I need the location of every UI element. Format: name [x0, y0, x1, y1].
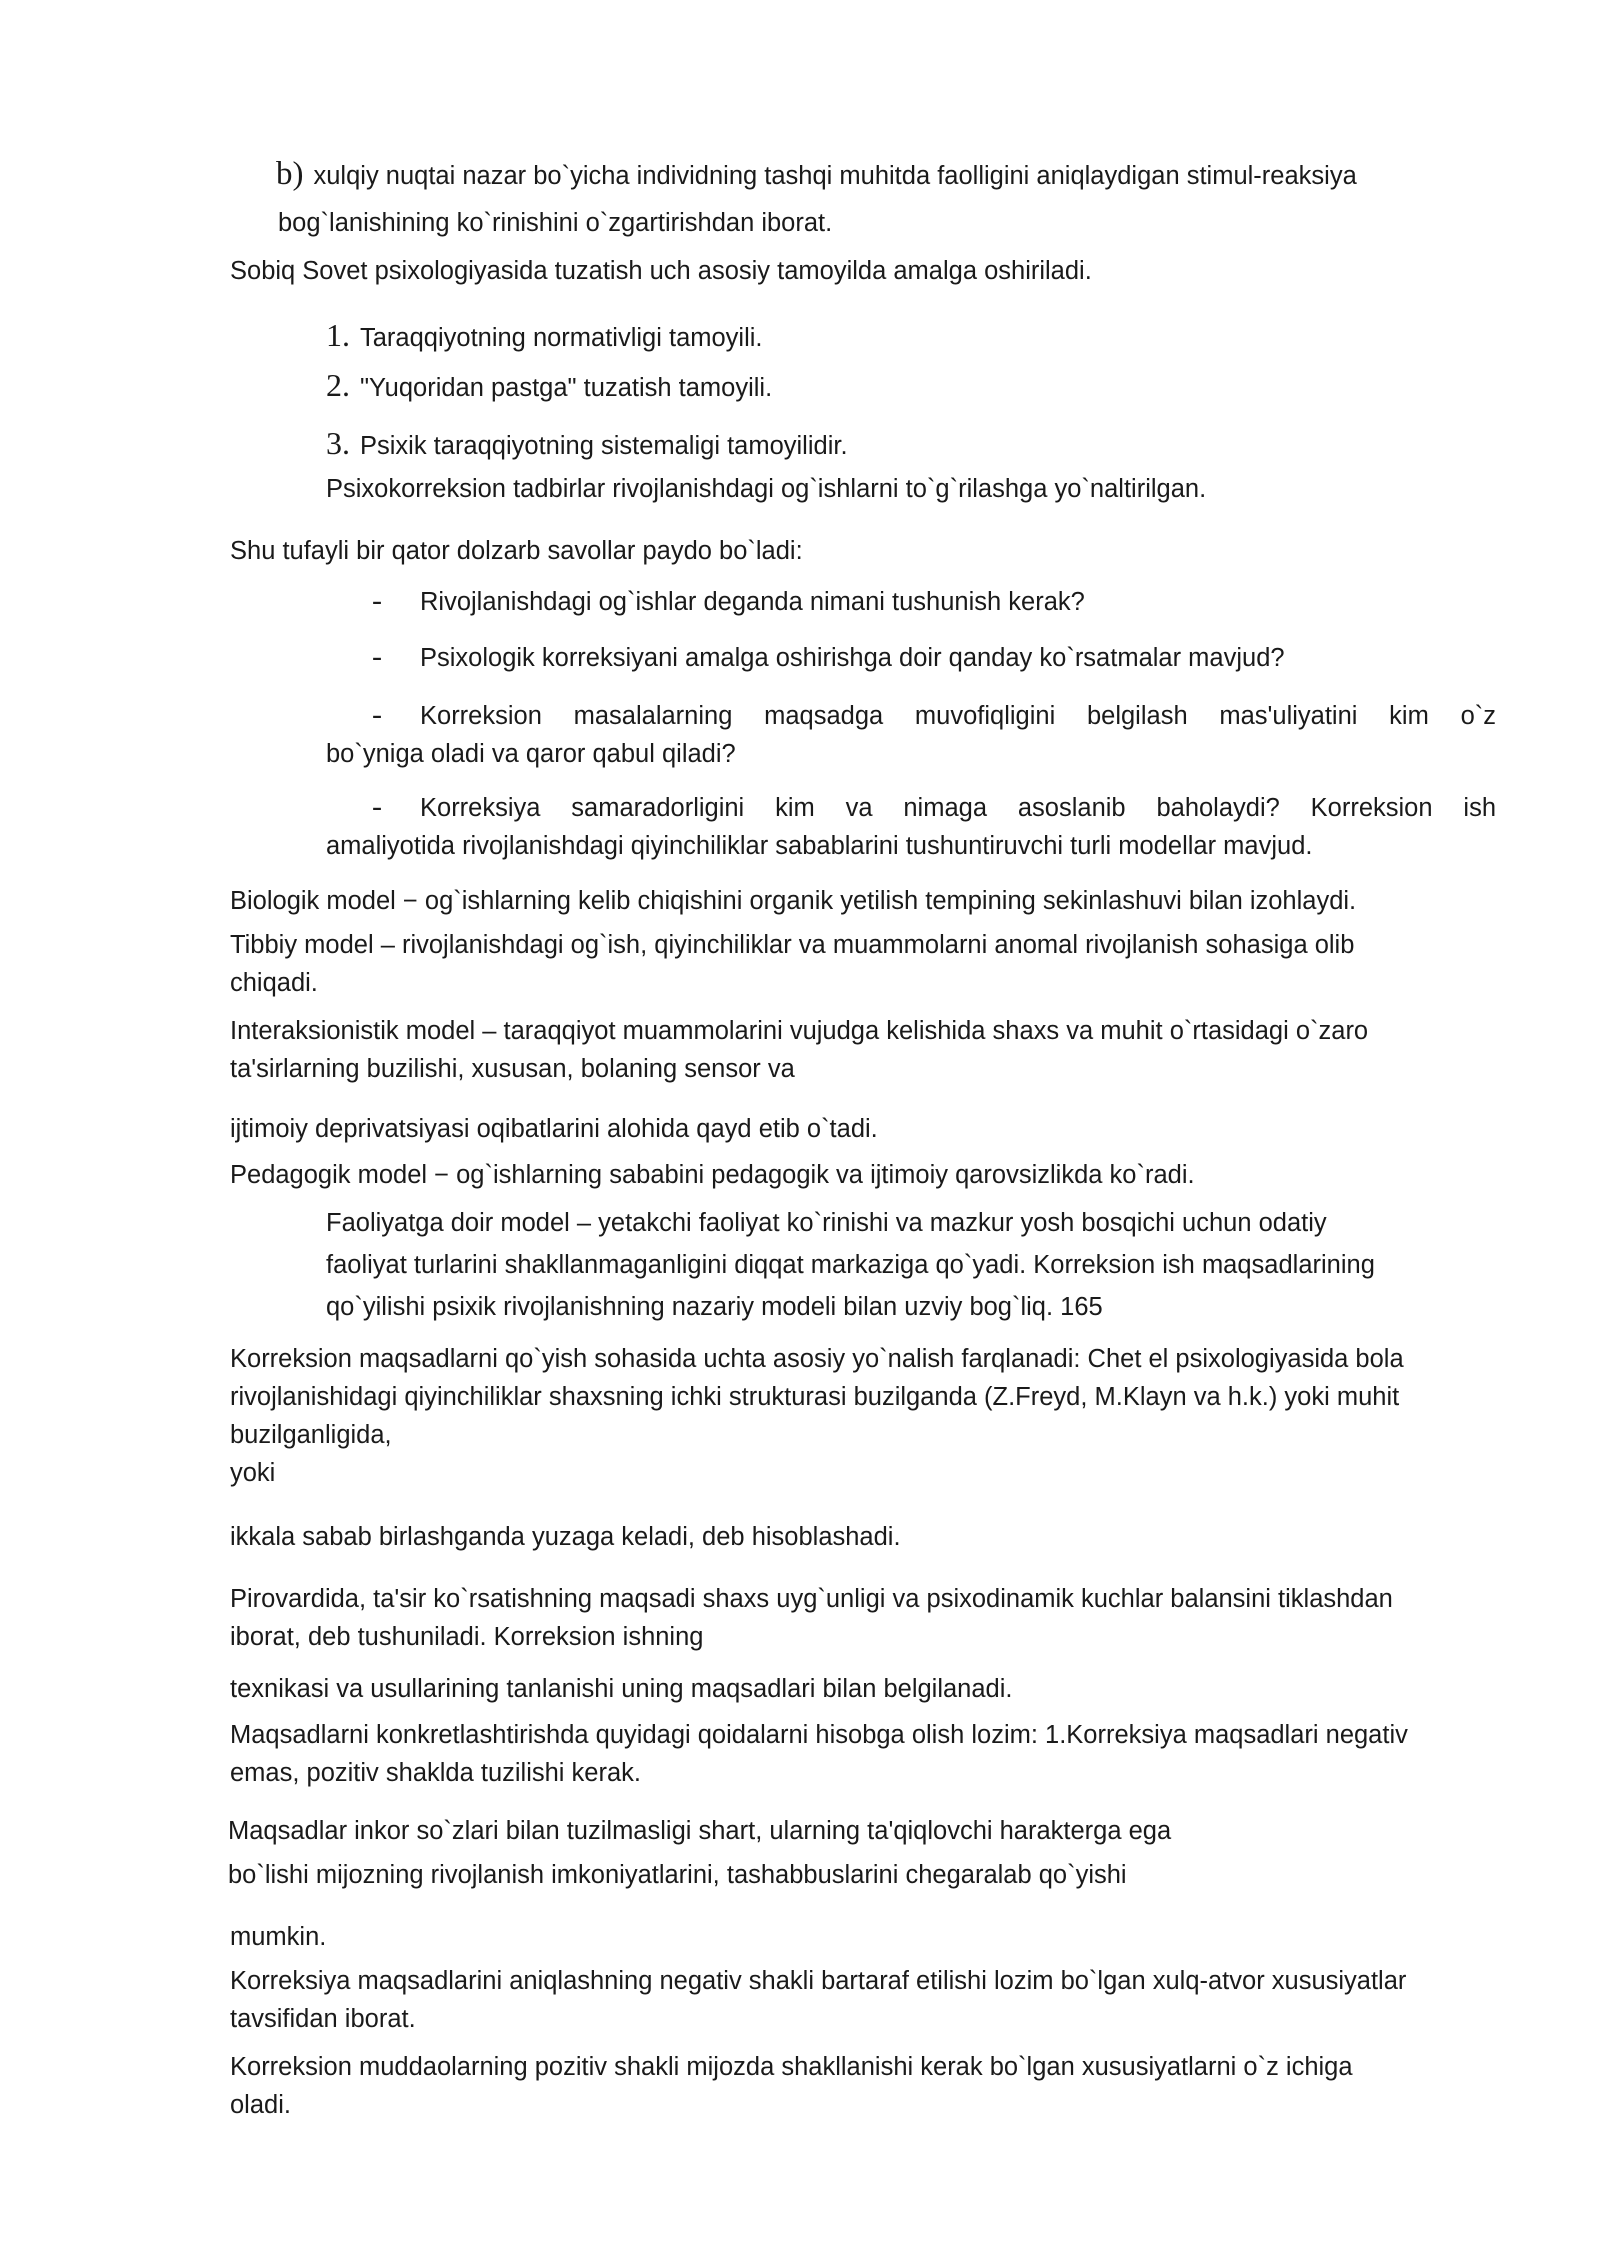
- paragraph-line: qo`yilishi psixik rivojlanishning nazariy modeli bilan uzviy bog`liq. 165: [326, 1293, 1103, 1321]
- list-number: 3.: [326, 425, 350, 461]
- dash-item-first-line: [326, 788, 1496, 827]
- dash-marker: -: [372, 584, 382, 617]
- paragraph-line: xulqiy nuqtai nazar bo`yicha individning tashqi muhitda faolligini aniqlaydigan stimul-reaksiya: [313, 162, 1357, 190]
- list-item-text: Taraqqiyotning normativligi tamoyili.: [360, 324, 763, 352]
- list-item-text: bo`yniga oladi va qaror qabul qiladi?: [326, 740, 736, 768]
- paragraph-line: Pirovardida, ta'sir ko`rsatishning maqsadi shaxs uyg`unligi va psixodinamik kuchlar balansini tiklashdan: [230, 1585, 1393, 1613]
- dash-item-first-line: [326, 696, 1496, 735]
- paragraph-line: Interaksionistik model – taraqqiyot muammolarini vujudga kelishida shaxs va muhit o`rtasidagi o`zaro: [230, 1017, 1369, 1045]
- paragraph: Shu tufayli bir qator dolzarb savollar paydo bo`ladi:: [230, 537, 803, 565]
- paragraph-line: Maqsadlarni konkretlashtirishda quyidagi qoidalarni hisobga olish lozim: 1.Korreksiya maqsadlari negativ: [230, 1721, 1408, 1749]
- paragraph-line: rivojlanishidagi qiyinchiliklar shaxsning ichki strukturasi buzilganda (Z.Freyd, M.Klayn va h.k.) yoki muhit: [230, 1383, 1400, 1411]
- paragraph-line: chiqadi.: [230, 969, 318, 997]
- paragraph: Sobiq Sovet psixologiyasida tuzatish uch asosiy tamoyilda amalga oshiriladi.: [230, 257, 1092, 285]
- paragraph-line: ta'sirlarning buzilishi, xususan, bolaning sensor va: [230, 1055, 795, 1083]
- paragraph: Biologik model − og`ishlarning kelib chiqishini organik yetilish tempining sekinlashuvi bilan izohlaydi.: [230, 887, 1357, 915]
- paragraph-line: bo`lishi mijozning rivojlanish imkoniyatlarini, tashabbuslarini chegaralab qo`yishi: [228, 1861, 1127, 1889]
- list-item-text: Psixologik korreksiyani amalga oshirishga doir qanday ko`rsatmalar mavjud?: [420, 644, 1285, 672]
- dash-item: [372, 638, 1492, 677]
- list-item-text: amaliyotida rivojlanishdagi qiyinchiliklar sabablarini tushuntiruvchi turli modellar mavjud.: [326, 832, 1313, 860]
- paragraph: [230, 1340, 1530, 1492]
- paragraph-line: Faoliyatga doir model – yetakchi faoliyat ko`rinishi va mazkur yosh bosqichi uchun odatiy: [326, 1209, 1327, 1237]
- paragraph: ikkala sabab birlashganda yuzaga keladi, deb hisoblashadi.: [230, 1523, 901, 1551]
- list-number: 1.: [326, 317, 350, 353]
- dash-marker: -: [372, 640, 382, 673]
- list-item-text: "Yuqoridan pastga" tuzatish tamoyili.: [360, 374, 773, 402]
- paragraph: [230, 1962, 1530, 2038]
- paragraph: [230, 1012, 1530, 1088]
- list-item-text: Korreksiya samaradorligini kim va nimaga asoslanib baholaydi? Korreksion ish: [420, 794, 1496, 822]
- list-item-text: Rivojlanishdagi og`ishlar deganda nimani tushunish kerak?: [420, 588, 1085, 616]
- numbered-item: [326, 316, 1476, 357]
- paragraph-line: faoliyat turlarini shakllanmaganligini diqqat markaziga qo`yadi. Korreksion ish maqsadlarining: [326, 1251, 1375, 1279]
- list-number: 2.: [326, 367, 350, 403]
- dash-item: [372, 582, 1492, 621]
- dash-item: [326, 788, 1496, 865]
- list-item-text: Korreksion masalalarning maqsadga muvofiqligini belgilash mas'uliyatini kim o`z: [420, 702, 1496, 730]
- list-item-b: [276, 155, 1516, 195]
- paragraph: mumkin.: [230, 1923, 327, 1951]
- paragraph-line: tavsifidan iborat.: [230, 2005, 416, 2033]
- paragraph-line: Korreksion maqsadlarni qo`yish sohasida uchta asosiy yo`nalish farqlanadi: Chet el psixologiyasida bola: [230, 1345, 1404, 1373]
- paragraph-line: bog`lanishining ko`rinishini o`zgartirishdan iborat.: [278, 209, 833, 237]
- numbered-item: [326, 366, 1476, 407]
- paragraph: [230, 1580, 1530, 1656]
- paragraph: [326, 1202, 1526, 1328]
- dash-marker: -: [372, 698, 382, 731]
- dash-item: [326, 696, 1496, 773]
- paragraph-line: Maqsadlar inkor so`zlari bilan tuzilmasligi shart, ularning ta'qiqlovchi harakterga ega: [228, 1817, 1172, 1845]
- dash-marker: -: [372, 790, 382, 823]
- list-marker: b): [276, 156, 304, 192]
- paragraph: [230, 1716, 1530, 1792]
- paragraph-line: oladi.: [230, 2091, 291, 2119]
- paragraph-line: Korreksiya maqsadlarini aniqlashning negativ shakli bartaraf etilishi lozim bo`lgan xulq-atvor xususiyatlar: [230, 1967, 1407, 1995]
- list-item-text: Psixik taraqqiyotning sistemaligi tamoyilidir.: [360, 432, 848, 460]
- paragraph-line: buzilganligida,: [230, 1421, 392, 1449]
- paragraph-line: Tibbiy model – rivojlanishdagi og`ish, qiyinchiliklar va muammolarni anomal rivojlanish sohasiga olib: [230, 931, 1355, 959]
- paragraph: [230, 926, 1530, 1002]
- paragraph: Psixokorreksion tadbirlar rivojlanishdagi og`ishlarni to`g`rilashga yo`naltirilgan.: [326, 475, 1207, 503]
- paragraph-line: yoki: [230, 1459, 276, 1487]
- paragraph-line: Korreksion muddaolarning pozitiv shakli mijozda shakllanishi kerak bo`lgan xususiyatlarni o`z ichiga: [230, 2053, 1353, 2081]
- paragraph: Pedagogik model − og`ishlarning sababini pedagogik va ijtimoiy qarovsizlikda ko`radi.: [230, 1161, 1195, 1189]
- numbered-item: [326, 424, 1476, 465]
- paragraph: [230, 2048, 1530, 2124]
- paragraph: ijtimoiy deprivatsiyasi oqibatlarini alohida qayd etib o`tadi.: [230, 1115, 878, 1143]
- paragraph-line: emas, pozitiv shaklda tuzilishi kerak.: [230, 1759, 642, 1787]
- paragraph-line: iborat, deb tushuniladi. Korreksion ishning: [230, 1623, 704, 1651]
- paragraph: texnikasi va usullarining tanlanishi uning maqsadlari bilan belgilanadi.: [230, 1675, 1013, 1703]
